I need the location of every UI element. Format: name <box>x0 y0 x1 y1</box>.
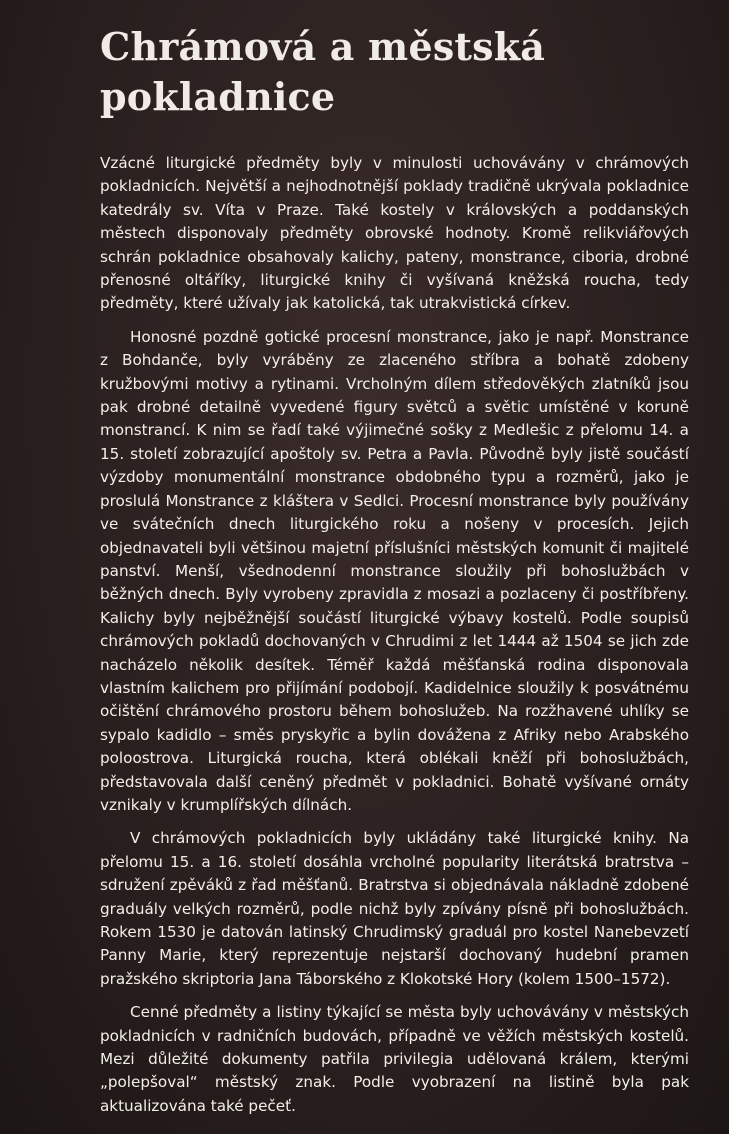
paragraph-1: Vzácné liturgické předměty byly v minulosti uchovávány v chrámových pokladnicích. Největší a nejhodnotnější poklady tradičně ukrývala pokladnice katedrály sv. Víta v Praze. Také kostely v královských a poddanských městech disponovaly předměty obrovské hodnoty. Kromě relikviářových schrán pokladnice obsahovaly kalichy, pateny, monstrance, ciboria, drobné přenosné oltáříky, liturgické knihy či vyšívaná kněžská roucha, tedy předměty, které užívaly jak katolická, tak utrakvistická církev. <box>100 154 689 313</box>
paragraph-2: Honosné pozdně gotické procesní monstrance, jako je např. Monstrance z Bohdanče, byly vyráběny ze zlaceného stříbra a bohatě zdobeny kružbovými motivy a rytinami. Vrcholným dílem středověkých zlatníků jsou pak drobné detailně vyvedené figury světců a světic umístěné v koruně monstrancí. K nim se řadí také výjimečné sošky z Medlešic z přelomu 14. a 15. století zobrazující apoštoly sv. Petra a Pavla. Původně byly jistě součástí výzdoby monumentální monstrance obdobného typu a rozměrů, jako je proslulá Monstrance z kláštera v Sedlci. Procesní monstrance byly používány ve svátečních dnech liturgického roku a nošeny v procesích. Jejich objednavateli byli většinou majetní příslušníci městských komunit či majitelé panství. Menší, všednodenní monstrance sloužily při bohoslužbách v běžných dnech. Byly vyrobeny zpravidla z mosazi a pozlaceny či postříbřeny. Kalichy byly nejběžnější součástí liturgické výbavy kostelů. Podle soupisů chrámových pokladů dochovaných v Chrudimi z let 1444 až 1504 se jich zde nacházelo několik desítek. Téměř každá měšťanská rodina disponovala vlastním kalichem pro přijímání podobojí. Kadidelnice sloužily k posvátnému očištění chrámového prostoru během bohoslužeb. Na rozžhavené uhlíky se sypalo kadidlo – směs pryskyřic a bylin dovážena z Afriky nebo Arabského poloostrova. Liturgická roucha, která oblékali kněží při bohoslužbách, představovala další ceněný předmět v pokladnici. Bohatě vyšívané ornáty vznikaly v krumplířských dílnách. <box>100 327 689 814</box>
page-title: Chrámová a městská pokladnice <box>100 24 546 119</box>
paragraph-4: Cenné předměty a listiny týkající se města byly uchovávány v městských pokladnicích v radničních budovách, případně ve věžích městských kostelů. Mezi důležité dokumenty patřila privilegia udělovaná králem, kterými „polepšoval“ městský znak. Podle vyobrazení na listině byla pak aktualizována také pečeť. <box>100 1003 689 1115</box>
paragraph-3: V chrámových pokladnicích byly ukládány také liturgické knihy. Na přelomu 15. a 16. století dosáhla vrcholné popularity literátská bratrstva – sdružení zpěváků z řad měšťanů. Bratrstva si objednávala nákladně zdobené graduály velkých rozměrů, podle nichž byly zpívány písně při bohoslužbách. Rokem 1530 je datován latinský Chrudimský graduál pro kostel Nanebevzetí Panny Marie, který reprezentuje nejstarší dochovaný hudební pramen pražského skriptoria Jana Táborského z Klokotské Hory (kolem 1500–1572). <box>100 829 689 988</box>
